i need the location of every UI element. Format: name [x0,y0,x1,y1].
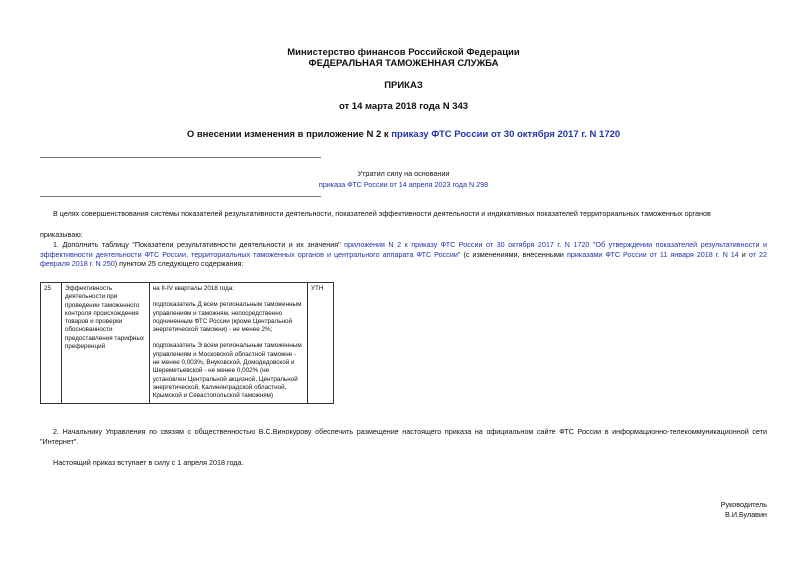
cell-executor: УТН [308,283,334,404]
status-note: Утратил силу на основании [357,169,450,178]
item1-link-amend-2[interactable]: от 22 февраля 2018 г. N 250 [40,249,767,269]
values-period: на II-IV кварталы 2018 года: [152,285,235,292]
order-word: приказываю: [40,230,83,239]
cell-number: 25 [41,283,62,404]
doc-date-heading: от 14 марта 2018 года N 343 [338,101,469,112]
signature-position: Руководитель [720,500,767,509]
cell-values [149,283,307,404]
item1-paragraph [40,240,767,269]
effective-date-paragraph: Настоящий приказ вступает в силу с 1 апреля 2018 года. [53,458,244,467]
divider-top [40,157,321,158]
status-link-row [0,180,807,190]
doc-title-link[interactable]: приказу ФТС России от 30 октября 2017 г. N 1720 [391,129,621,140]
values-indicator-d: подпоказатель Д всем региональным таможенным управлениям и таможням, непосредственно подчиненным ФТС России (кроме Центральной энергетической таможни) - не менее 2%; [152,301,302,334]
doc-type-heading: ПРИКАЗ [384,80,423,91]
item1-text-b: (с изменениями, внесенными [460,249,567,259]
item1-text-a: 1. Дополнить таблицу "Показатели результативности деятельности и их значения" [53,240,345,249]
table-row [41,283,334,404]
signature-block [721,500,767,520]
doc-title-text: О внесении изменения в приложение N 2 к [186,129,392,140]
item1-text-c: и [738,249,749,259]
cell-indicator: Эффективность деятельности при проведении таможенного контроля происхождения товаров и проверки обоснованности предоставления тарифных преференций [61,283,149,404]
item2-paragraph: 2. Начальнику Управления по связям с общественностью В.С.Винокурову обеспечить размещение настоящего приказа на официальном сайте ФТС России в информационно-телекоммуникационной сети "Интернет". [40,427,767,446]
preamble-paragraph: В целях совершенствования системы показателей результативности деятельности, показателей эффективности деятельности и индикативных показателей территориальных таможенных органов [53,209,711,218]
signature-name: В.И.Булавин [725,510,767,519]
item1-link-order[interactable]: приложения N 2 к приказу ФТС России от 30 октября 2017 г. N 1720 "Об утверждении показателей результативности и эффективности деятельности ФТС России, территориальных таможенных органов и центрального аппарата ФТС России" [40,240,767,259]
doc-title [0,129,807,140]
service-heading: ФЕДЕРАЛЬНАЯ ТАМОЖЕННАЯ СЛУЖБА [308,58,499,69]
item1-link-amend-1[interactable]: приказами ФТС России от 11 января 2018 г. N 14 [566,249,739,259]
amendment-table [40,282,334,404]
status-link[interactable]: приказа ФТС России от 14 апреля 2023 года N 298 [318,180,489,189]
item1-text-d: ) пунктом 25 следующего содержания: [114,259,244,269]
divider-bottom [40,196,321,197]
values-indicator-e: подпоказатель Э всем региональным таможенным управлениям и Московской областной таможне - не менее 0,003%, Внуковской, Домодедовской и Шереметьевской - не менее 0,002% (не установлен Центральной акцизной, Центральной энергетической, Калининградской областной, Крымской и Севастопольской таможням) [152,342,302,400]
ministry-heading: Министерство финансов Российской Федерации [287,47,520,58]
